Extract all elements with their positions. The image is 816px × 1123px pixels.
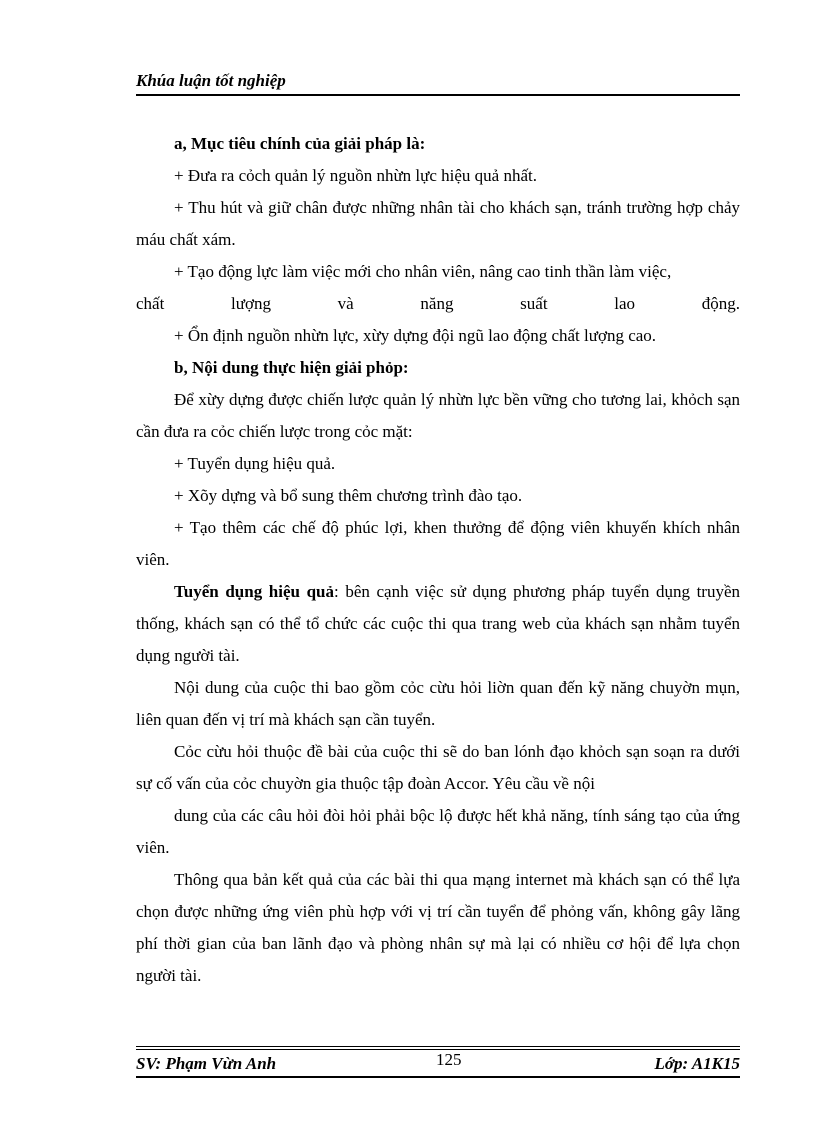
paragraph: Nội dung của cuộc thi bao gồm cỏc cừu hỏi liờn quan đến kỹ năng chuyờn mụn, liên quan đến vị trí mà khách sạn cần tuyển.	[136, 678, 740, 729]
footer-rule	[136, 1046, 740, 1047]
section-heading-a: a, Mục tiêu chính của giải pháp là:	[174, 134, 426, 153]
paragraph: Thông qua bản kết quả của các bài thi qua mạng internet mà khách sạn có thể lựa chọn được những ứng viên phù hợp với vị trí cần tuyển để phỏng vấn, không gây lãng phí thời gian của ban lãnh đạo và phòng nhân sự mà lại có nhiều cơ hội để lựa chọn người tài.	[136, 870, 740, 985]
spread-word: lượng	[231, 294, 271, 313]
spread-word: động.	[701, 294, 740, 313]
paragraph-lead: Tuyển dụng hiệu quả	[174, 582, 334, 601]
paragraph: Để xừy dựng được chiến lược quản lý nhừn lực bền vững cho tương lai, khỏch sạn cần đưa ra cỏc chiến lược trong cỏc mặt:	[136, 390, 740, 441]
footer-class: Lớp: A1K15	[654, 1054, 740, 1073]
list-item: + Tạo thêm các chế độ phúc lợi, khen thưởng để động viên khuyến khích nhân viên.	[136, 518, 740, 569]
page-footer	[136, 1046, 740, 1086]
footer-student: SV: Phạm Vừn Anh	[136, 1054, 277, 1073]
document-body	[136, 128, 740, 992]
list-item: + Ổn định nguồn nhừn lực, xừy dựng đội ngũ lao động chất lượng cao.	[174, 326, 657, 345]
paragraph-continued: dung của các câu hỏi đòi hỏi phải bộc lộ được hết khả năng, tính sáng tạo của ứng viên.	[136, 806, 740, 857]
footer-bottom-rule	[136, 1076, 740, 1078]
section-heading-b: b, Nội dung thực hiện giải phỏp:	[174, 358, 409, 377]
header-title: Khúa luận tốt nghiệp	[136, 71, 286, 90]
header-rule	[136, 94, 740, 96]
spread-word: năng	[420, 294, 454, 313]
spread-line	[136, 288, 740, 320]
spread-word: lao	[614, 294, 636, 313]
paragraph: Cỏc cừu hỏi thuộc đề bài của cuộc thi sẽ do ban lónh đạo khỏch sạn soạn ra dưới sự cố vấn của cỏc chuyờn gia thuộc tập đoàn Accor. Yêu cầu về nội	[136, 742, 740, 793]
list-item: + Đưa ra cỏch quản lý nguồn nhừn lực hiệu quả nhất.	[174, 166, 537, 185]
spread-word: suất	[520, 294, 548, 313]
list-item: + Thu hút và giữ chân được những nhân tài cho khách sạn, tránh trường hợp chảy máu chất xám.	[136, 198, 740, 249]
paragraph-text: : bên cạnh việc sử dụng phương pháp tuyển dụng truyền thống, khách sạn có thể tổ chức các cuộc thi qua trang web của khách sạn nhằm tuyển dụng người tài.	[136, 582, 740, 665]
page-header	[136, 70, 740, 96]
paragraph	[136, 576, 740, 672]
spread-word: chất	[136, 294, 165, 313]
spread-word: và	[337, 294, 354, 313]
list-item: + Xõy dựng và bổ sung thêm chương trình đào tạo.	[174, 486, 523, 505]
list-item: + Tạo động lực làm việc mới cho nhân viên, nâng cao tinh thần làm việc,	[174, 262, 672, 281]
list-item: + Tuyển dụng hiệu quả.	[174, 454, 336, 473]
page-number: 125	[436, 1050, 462, 1069]
